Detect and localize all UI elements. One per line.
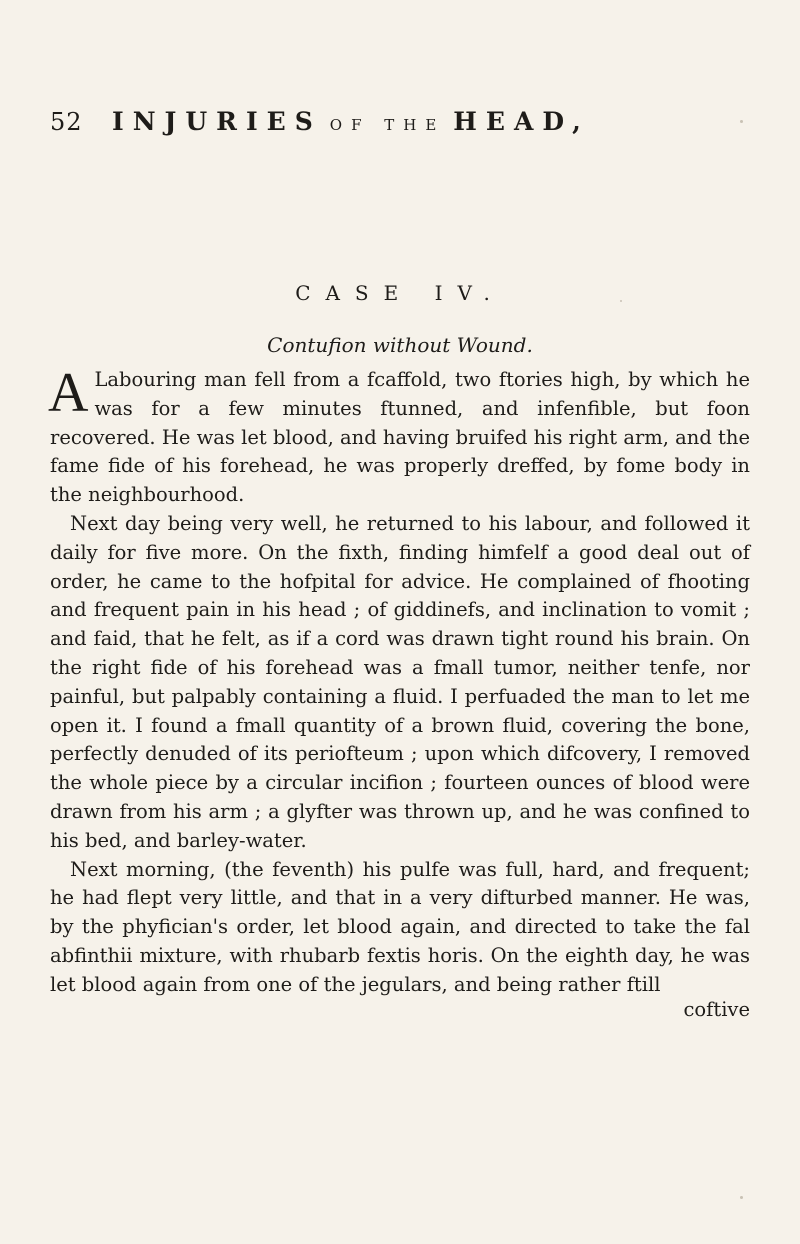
- case-subtitle: Contufion without Wound.: [267, 333, 533, 357]
- running-title-injuries: INJURIES: [112, 107, 322, 136]
- paragraph-1-text: Labouring man fell from a fcaffold, two ftories high, by which he was for a few minutes ftunned, and infenfible, but foon recovered. He was let blood, and having bruifed his right arm, and the fame fide of his forehead, he was properly dreffed, by fome body in the neighbourhood.: [50, 368, 750, 507]
- paper-speck: [740, 1196, 743, 1199]
- paragraph-1: [48, 362, 750, 510]
- paper-speck: [740, 120, 743, 123]
- running-title: [112, 100, 590, 147]
- case-heading: CASE IV.: [295, 281, 505, 305]
- page-number: 52: [50, 108, 83, 136]
- running-head: [0, 100, 800, 144]
- paragraph-3: Next morning, (the feventh) his pulfe was full, hard, and frequent; he had flept very little, and that in a very difturbed manner. He was, by the phyfician's order, let blood again, and directed to take the fal abfinthii mixture, with rhubarb fextis horis. On the eighth day, he was let blood again from one of the jegulars, and being rather ftill: [50, 857, 750, 996]
- body-text: [48, 362, 750, 1000]
- paragraph-2: Next day being very well, he returned to his labour, and followed it daily for five more. On the fixth, finding himfelf a good deal out of order, he came to the hofpital for advice. He complained of fhooting and frequent pain in his head ; of giddinefs, and inclination to vomit ; and faid, that he felt, as if a cord was drawn tight round his brain. On the right fide of his forehead was a fmall tumor, neither tenfe, nor painful, but palpably containing a fluid. I perfuaded the man to let me open it. I found a fmall quantity of a brown fluid, covering the bone, perfectly denuded of its periofteum ; upon which difcovery, I removed the whole piece by a circular incifion ; fourteen ounces of blood were drawn from his arm ; a glyfter was thrown up, and he was confined to his bed, and barley-water.: [50, 511, 750, 852]
- running-title-head: HEAD,: [453, 107, 590, 136]
- catchword: coftive: [683, 998, 750, 1021]
- paper-speck: [620, 300, 622, 302]
- drop-cap: A: [48, 362, 89, 424]
- running-title-of-the: OF THE: [329, 116, 446, 134]
